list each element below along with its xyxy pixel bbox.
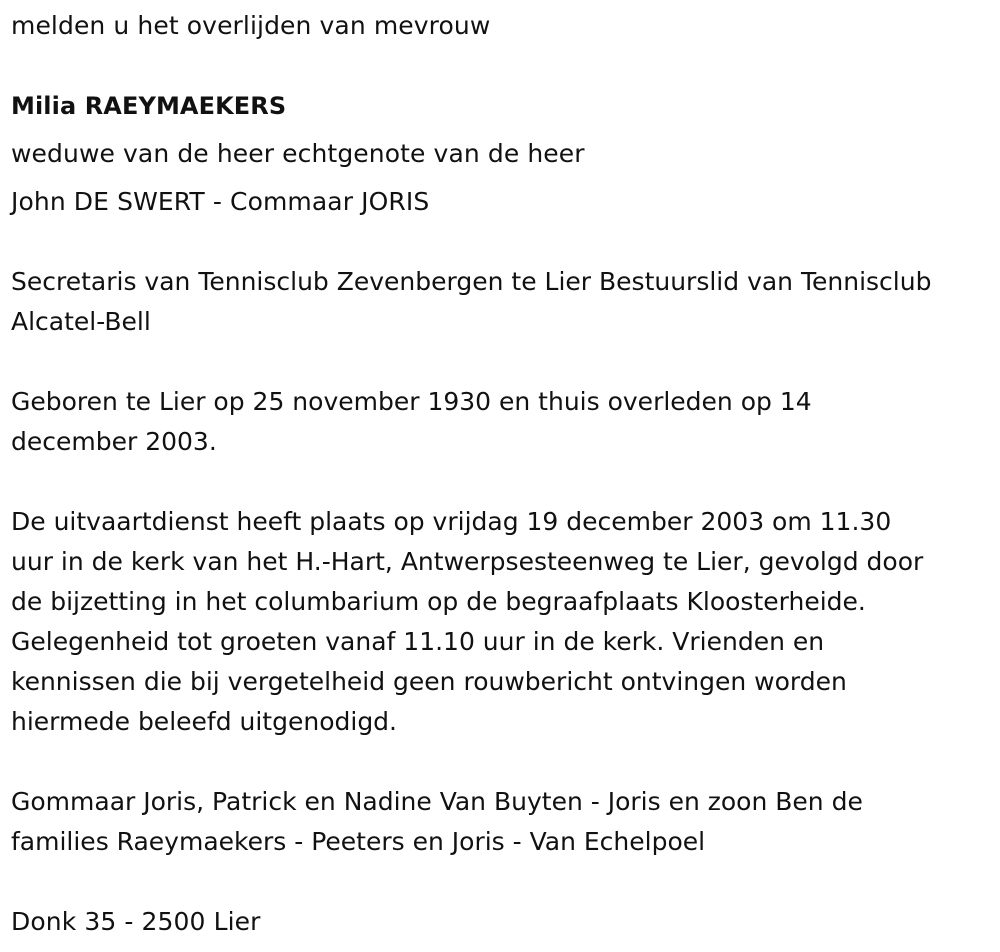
deceased-name: Milia RAEYMAEKERS bbox=[11, 92, 287, 120]
family-paragraph bbox=[11, 782, 993, 862]
family-line: families Raeymaekers - Peeters en Joris - Van Echelpoel bbox=[11, 827, 706, 856]
birth-death-line: december 2003. bbox=[11, 427, 217, 456]
address-text: Donk 35 - 2500 Lier bbox=[11, 907, 261, 936]
funeral-paragraph bbox=[11, 502, 993, 742]
roles-paragraph bbox=[11, 262, 993, 342]
funeral-line: uur in de kerk van het H.-Hart, Antwerpsesteenweg te Lier, gevolgd door bbox=[11, 547, 924, 576]
funeral-line: Gelegenheid tot groeten vanaf 11.10 uur in de kerk. Vrienden en bbox=[11, 627, 825, 656]
intro-text: melden u het overlijden van mevrouw bbox=[11, 11, 491, 40]
family-line: Gommaar Joris, Patrick en Nadine Van Buyten - Joris en zoon Ben de bbox=[11, 787, 863, 816]
birth-death-paragraph bbox=[11, 382, 993, 462]
roles-line: Secretaris van Tennisclub Zevenbergen te Lier Bestuurslid van Tennisclub bbox=[11, 267, 932, 296]
funeral-line: De uitvaartdienst heeft plaats op vrijdag 19 december 2003 om 11.30 bbox=[11, 507, 892, 536]
spouses-text: John DE SWERT - Commaar JORIS bbox=[11, 187, 430, 216]
funeral-line: de bijzetting in het columbarium op de begraafplaats Kloosterheide. bbox=[11, 587, 866, 616]
funeral-line: kennissen die bij vergetelheid geen rouwbericht ontvingen worden bbox=[11, 667, 847, 696]
birth-death-line: Geboren te Lier op 25 november 1930 en thuis overleden op 14 bbox=[11, 387, 812, 416]
relation-text: weduwe van de heer echtgenote van de heer bbox=[11, 139, 585, 168]
roles-line: Alcatel-Bell bbox=[11, 307, 151, 336]
funeral-line: hiermede beleefd uitgenodigd. bbox=[11, 707, 397, 736]
